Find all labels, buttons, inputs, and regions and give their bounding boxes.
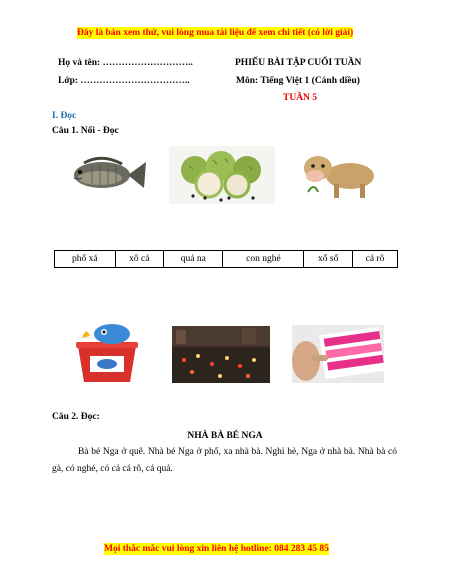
week-label: TUẦN 5	[283, 93, 318, 103]
hotline-banner: Mọi thắc mắc vui lòng xin liên hệ hotline: 084 283 45 85	[104, 544, 329, 554]
fish-image	[62, 148, 150, 198]
city-street-image	[172, 326, 270, 383]
name-field-label: Họ và tên: ………………………..	[58, 58, 193, 68]
word-cell: con nghé	[223, 251, 304, 268]
word-cell: quả na	[164, 251, 223, 268]
subject-label: Môn: Tiếng Việt 1 (Cánh diều)	[236, 76, 360, 86]
fish-bucket-image	[72, 322, 142, 384]
word-cell: cá rô	[353, 251, 398, 268]
story-paragraph: Bà bé Nga ở quê. Nhà bé Nga ở phố, xa nhà bà. Nghỉ hè, Nga ở nhà bà. Nhà bà có gà, có nghé, có cả cá rô, cá quả.	[52, 447, 397, 474]
custard-apple-image	[169, 146, 275, 204]
word-cell: xổ số	[304, 251, 353, 268]
story-title: NHÀ BÀ BÉ NGA	[187, 431, 263, 441]
lottery-tickets-image	[292, 325, 384, 383]
question2-title: Câu 2. Đọc:	[52, 412, 100, 422]
sheet-title: PHIẾU BÀI TẬP CUỐI TUẦN	[235, 58, 362, 68]
section-title: I. Đọc	[52, 111, 77, 121]
word-cell: xô cá	[115, 251, 164, 268]
story-paragraph-box	[52, 444, 397, 478]
word-cell: phố xá	[55, 251, 116, 268]
preview-banner: Đây là bản xem thử, vui lòng mua tài liệu để xem chi tiết (có lời giải)	[77, 28, 354, 38]
word-table	[54, 250, 398, 268]
class-field-label: Lớp: ……………………………..	[58, 76, 190, 86]
calf-image	[288, 146, 388, 204]
question1-title: Câu 1. Nối - Đọc	[52, 126, 119, 136]
